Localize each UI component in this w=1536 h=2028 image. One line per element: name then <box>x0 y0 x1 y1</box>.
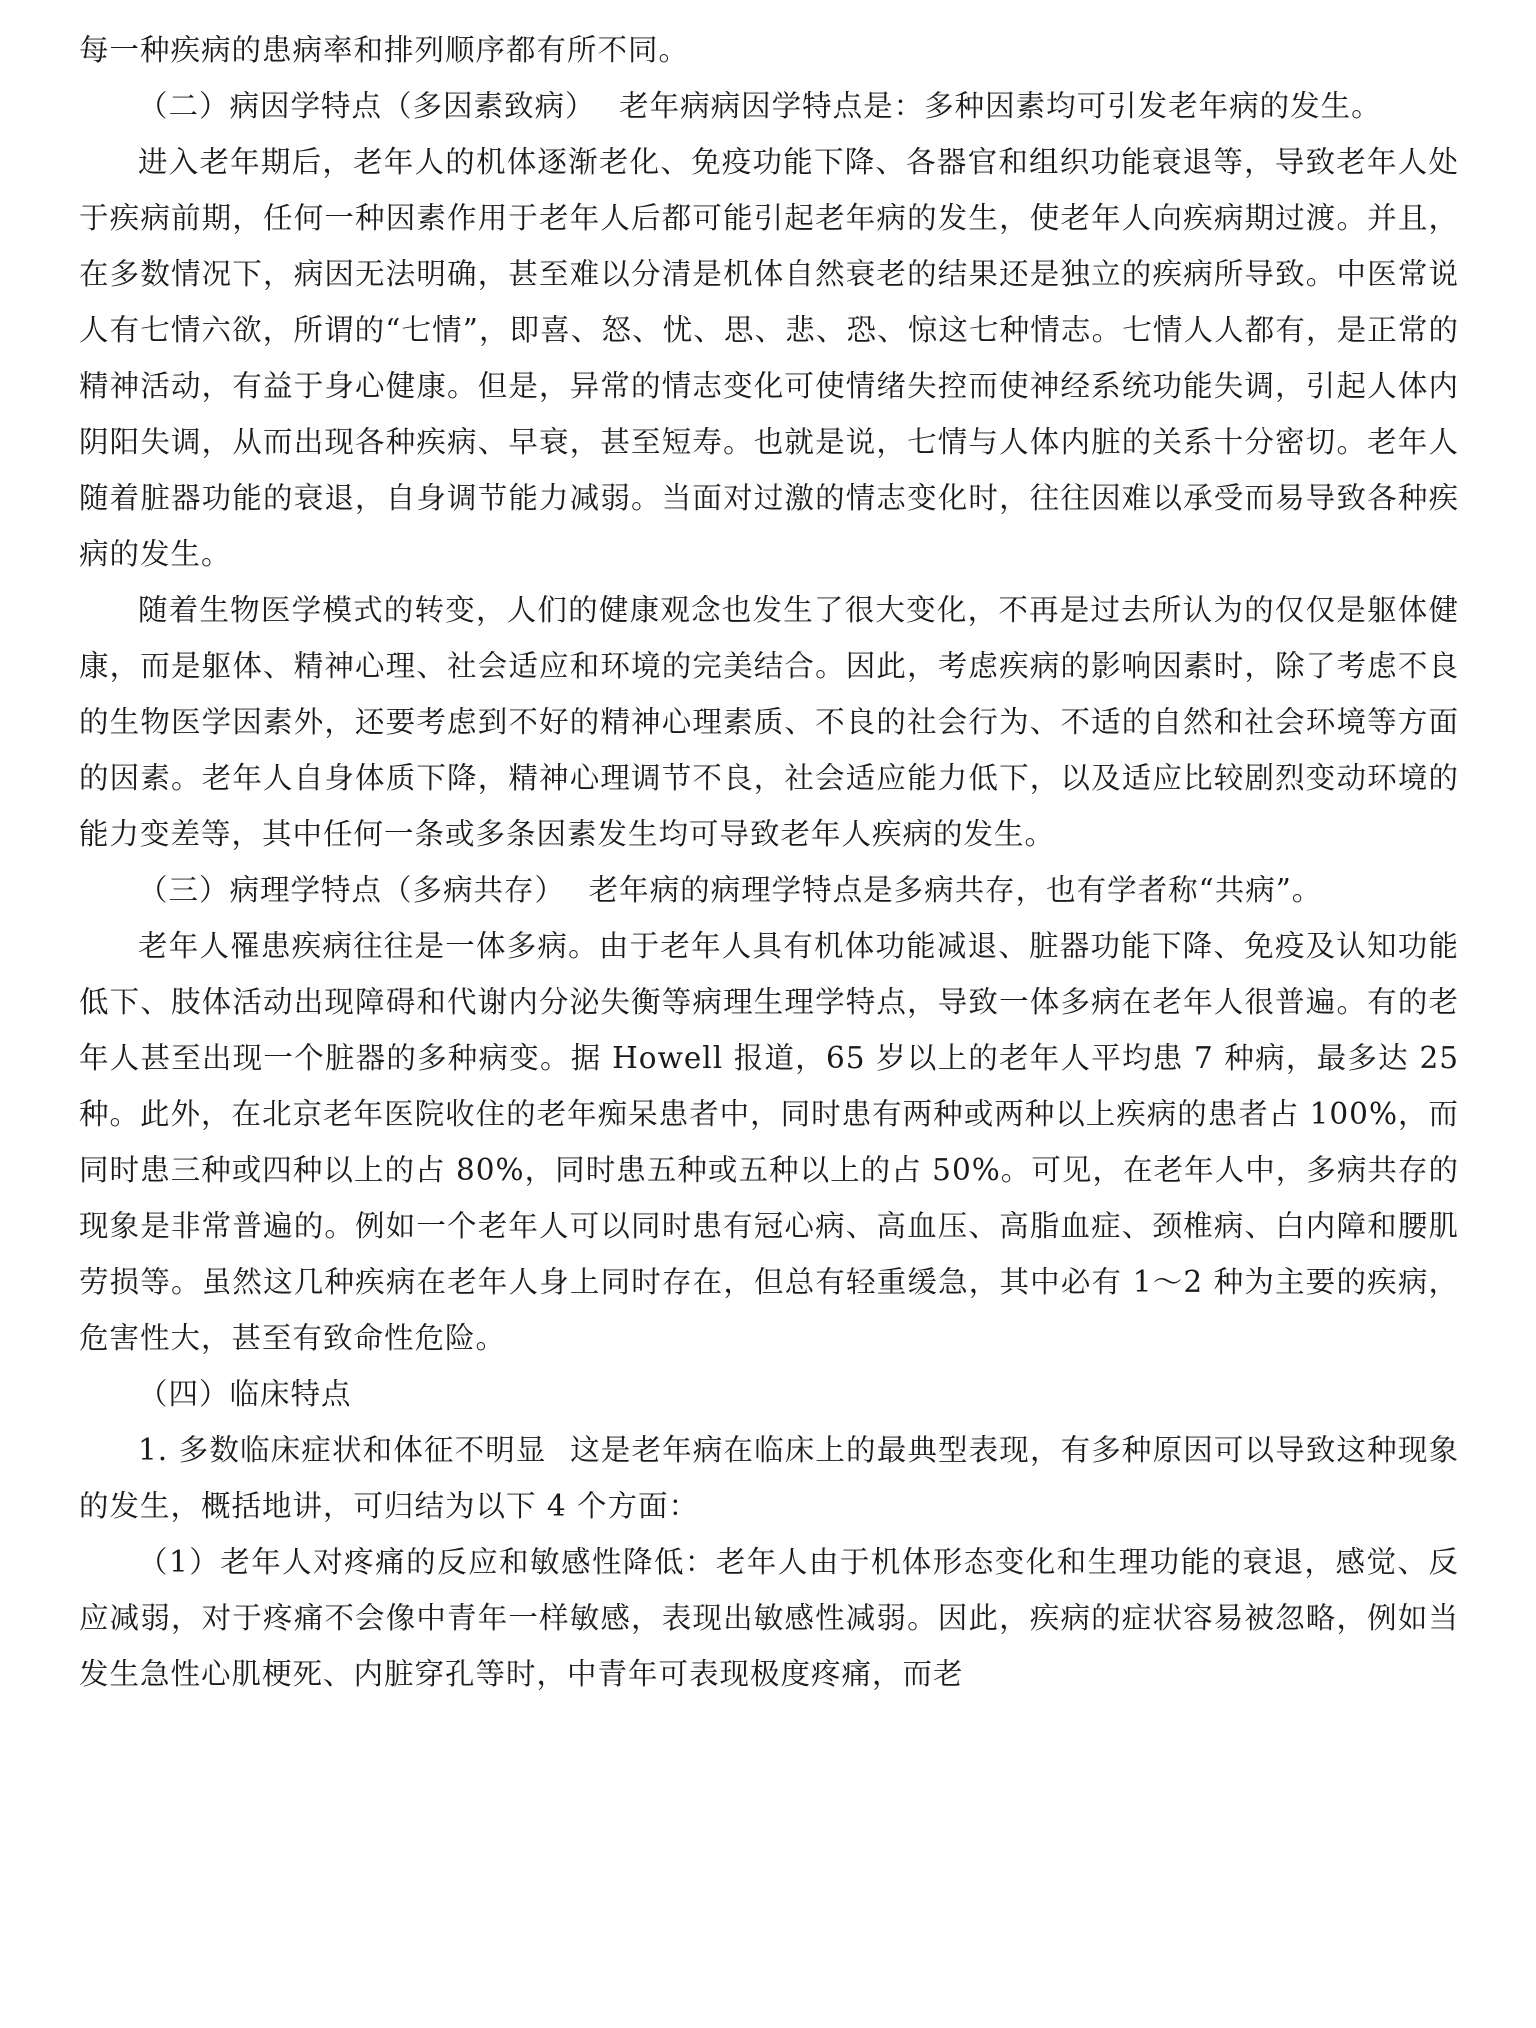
paragraph-text: 每一种疾病的患病率和排列顺序都有所不同。 <box>79 33 690 67</box>
paragraph-text: 老年病的病理学特点是多病共存，也有学者称“共病”。 <box>588 873 1323 907</box>
section-heading-pathology: （三）病理学特点（多病共存） <box>138 873 566 907</box>
subsection-heading-symptoms: 1. 多数临床症状和体征不明显 <box>138 1433 547 1467</box>
paragraph-aging-causes <box>79 134 1459 582</box>
section-heading-clinical: （四）临床特点 <box>138 1377 352 1411</box>
paragraph-pathology-heading <box>79 862 1459 918</box>
paragraph-text: 老年人罹患疾病往往是一体多病。由于老年人具有机体功能减退、脏器功能下降、免疫及认知功能低下、肢体活动出现障碍和代谢内分泌失衡等病理生理学特点，导致一体多病在老年人很普遍。有的老年人甚至出现一个脏器的多种病变。据 Howell 报道，65 岁以上的老年人平均患 7 种病，最多达 25 种。此外，在北京老年医院收住的老年痴呆患者中，同时患有两种或两种以上疾病的患者占 100%，而同时患三种或四种以上的占 80%，同时患五种或五种以上的占 50%。可见，在老年人中，多病共存的现象是非常普遍的。例如一个老年人可以同时患有冠心病、高血压、高脂血症、颈椎病、白内障和腰肌劳损等。虽然这几种疾病在老年人身上同时存在，但总有轻重缓急，其中必有 1～2 种为主要的疾病，危害性大，甚至有致命性危险。 <box>79 929 1459 1355</box>
paragraph-text: 进入老年期后，老年人的机体逐渐老化、免疫功能下降、各器官和组织功能衰退等，导致老年人处于疾病前期，任何一种因素作用于老年人后都可能引起老年病的发生，使老年人向疾病期过渡。并且，在多数情况下，病因无法明确，甚至难以分清是机体自然衰老的结果还是独立的疾病所导致。中医常说人有七情六欲，所谓的“七情”，即喜、怒、忧、思、悲、恐、惊这七种情志。七情人人都有，是正常的精神活动，有益于身心健康。但是，异常的情志变化可使情绪失控而使神经系统功能失调，引起人体内阴阳失调，从而出现各种疾病、早衰，甚至短寿。也就是说，七情与人体内脏的关系十分密切。老年人随着脏器功能的衰退，自身调节能力减弱。当面对过激的情志变化时，往往因难以承受而易导致各种疾病的发生。 <box>79 145 1459 571</box>
paragraph-etiology-heading <box>79 78 1459 134</box>
document-page <box>79 22 1459 1702</box>
paragraph-clinical-heading <box>79 1366 1459 1422</box>
paragraph-medical-model <box>79 582 1459 862</box>
paragraph-pain-sensitivity <box>79 1534 1459 1702</box>
paragraph-symptoms-heading <box>79 1422 1459 1534</box>
paragraph-continuation <box>79 22 1459 78</box>
paragraph-multimorbidity <box>79 918 1459 1366</box>
paragraph-text: 这是老年病在临床上的最典型表现，有多种原因可以导致这种现象的发生，概括地讲，可归结为以下 4 个方面： <box>79 1433 1459 1523</box>
section-heading-etiology: （二）病因学特点（多因素致病） <box>138 89 596 123</box>
paragraph-text: （1）老年人对疼痛的反应和敏感性降低：老年人由于机体形态变化和生理功能的衰退，感觉、反应减弱，对于疼痛不会像中青年一样敏感，表现出敏感性减弱。因此，疾病的症状容易被忽略，例如当发生急性心肌梗死、内脏穿孔等时，中青年可表现极度疼痛，而老 <box>79 1545 1459 1691</box>
paragraph-text: 老年病病因学特点是：多种因素均可引发老年病的发生。 <box>619 89 1382 123</box>
paragraph-text: 随着生物医学模式的转变，人们的健康观念也发生了很大变化，不再是过去所认为的仅仅是躯体健康，而是躯体、精神心理、社会适应和环境的完美结合。因此，考虑疾病的影响因素时，除了考虑不良的生物医学因素外，还要考虑到不好的精神心理素质、不良的社会行为、不适的自然和社会环境等方面的因素。老年人自身体质下降，精神心理调节不良，社会适应能力低下，以及适应比较剧烈变动环境的能力变差等，其中任何一条或多条因素发生均可导致老年人疾病的发生。 <box>79 593 1459 851</box>
